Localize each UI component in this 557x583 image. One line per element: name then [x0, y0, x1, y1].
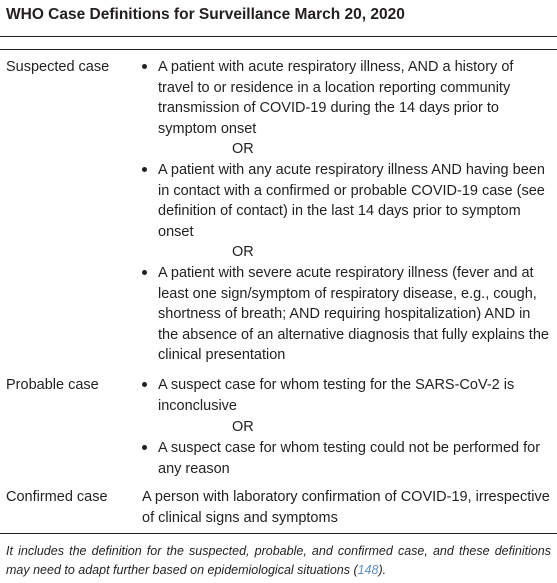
bullet-icon: [142, 64, 147, 69]
suspected-bullet-1: [142, 57, 550, 139]
or-separator: OR: [232, 244, 254, 260]
table-top-rule: [0, 36, 557, 37]
footnote-closing: ).: [378, 562, 387, 577]
row-label-probable: Probable case: [6, 377, 99, 393]
row-label-suspected: Suspected case: [6, 59, 110, 75]
or-separator: OR: [232, 419, 254, 435]
row-label-confirmed: Confirmed case: [6, 489, 108, 505]
reference-link[interactable]: 148: [357, 562, 379, 577]
bullet-text: A patient with any acute respiratory illness AND having been in contact with a confirmed or probable COVID-19 case (see definition of contact) in the last 14 days prior to symptom onset: [158, 162, 545, 240]
table-bottom-rule: [0, 533, 557, 534]
bullet-icon: [142, 167, 147, 172]
table-title: WHO Case Definitions for Surveillance March 20, 2020: [6, 6, 405, 23]
table-header-rule: [0, 49, 557, 50]
bullet-text: A suspect case for whom testing could not be performed for any reason: [158, 440, 541, 477]
footnote-text: It includes the definition for the suspected, probable, and confirmed case, and these definitions may need to adapt further based on epidemiological situations (: [6, 544, 551, 577]
bullet-icon: [142, 270, 147, 275]
probable-bullet-2: [142, 438, 550, 479]
or-separator: OR: [232, 141, 254, 157]
bullet-icon: [142, 445, 147, 450]
bullet-text: A patient with acute respiratory illness, AND a history of travel to or residence in a location reporting community transmission of COVID-19 during the 14 days prior to symptom onset: [158, 59, 514, 137]
bullet-icon: [142, 382, 147, 387]
bullet-text: A patient with severe acute respiratory illness (fever and at least one sign/symptom of respiratory disease, e.g., cough, shortness of breath; AND requiring hospitalization) AND in the absence of an alternative diagnosis that fully explains the clinical presentation: [158, 265, 549, 363]
bullet-text: A suspect case for whom testing for the SARS-CoV-2 is inconclusive: [158, 377, 515, 414]
suspected-bullet-2: [142, 160, 550, 242]
table-footnote: [6, 542, 551, 579]
confirmed-definition: A person with laboratory confirmation of COVID-19, irrespective of clinical signs and symptoms: [142, 489, 550, 526]
probable-bullet-1: [142, 375, 550, 416]
suspected-bullet-3: [142, 263, 550, 366]
